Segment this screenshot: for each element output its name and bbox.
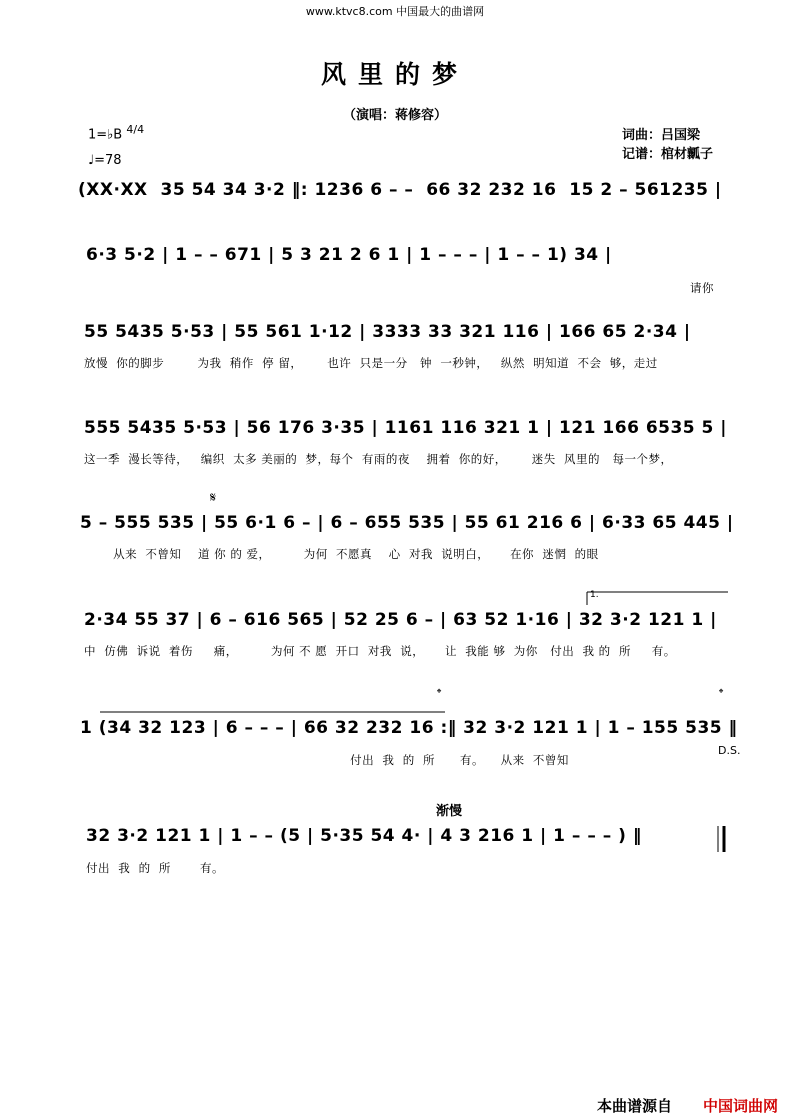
tempo-marking: ♩=78 xyxy=(88,153,122,168)
row-lyrics: 中 仿佛 诉说 着伤 痛， 为何 不 愿 开口 对我 说， 让 我能 够 为你 付出 我 的 所 有。 xyxy=(84,644,676,658)
footer-source: 本曲谱源自 xyxy=(596,1097,672,1115)
row-lyrics: 这一季 漫长等待， 编织 太多 美丽的 梦，每个 有雨的夜 拥着 你的好， 迷失 风里的 每一个梦， xyxy=(84,452,673,466)
lyricist-composer: 词曲：吕国梁 xyxy=(622,128,701,143)
time-signature: 4/4 xyxy=(126,123,145,136)
row-notes: (XX·XX 35 54 34 3·2 ‖: 1236 6 – – 66 32 232 16 15 2 – 561235 | xyxy=(78,180,722,200)
singer-line: （演唱：蒋修容） xyxy=(342,108,447,123)
coda-sign-right: 𝄌 xyxy=(719,686,724,700)
row-lyrics: 请你 xyxy=(690,281,714,295)
volta-one: 1. xyxy=(590,590,599,600)
row-lyrics: 付出 我 的 所 有。 从来 不曾知 xyxy=(80,753,569,767)
coda-sign-left: 𝄌 xyxy=(437,686,442,700)
row-notes: 6·3 5·2 | 1 – – 671 | 5 3 21 2 6 1 | 1 – – – | 1 – – 1) 34 | xyxy=(86,245,612,265)
ds-mark: D.S. xyxy=(718,744,741,757)
site-banner: www.ktvc8.com 中国最大的曲谱网 xyxy=(305,5,485,18)
row-notes: 5 – 555 535 | 55 6·1 6 – | 6 – 655 535 | 55 61 216 6 | 6·33 65 445 | xyxy=(80,513,734,533)
row-notes: 1 (34 32 123 | 6 – – – | 66 32 232 16 :‖ 32 3·2 121 1 | 1 – 155 535 ‖ xyxy=(80,718,738,738)
row-notes: 2·34 55 37 | 6 – 616 565 | 52 25 6 – | 63 52 1·16 | 32 3·2 121 1 | xyxy=(84,610,717,630)
segno-sign: 𝄋 xyxy=(210,490,217,506)
footer-site[interactable]: 中国词曲网 xyxy=(702,1097,778,1115)
ritardando-mark: 渐慢 xyxy=(436,804,463,819)
transcriber: 记谱：棺材瓤子 xyxy=(622,147,714,162)
row-lyrics: 从来 不曾知 道 你 的 爱， 为何 不愿真 心 对我 说明白， 在你 迷惘 的眼 xyxy=(84,547,599,561)
row-lyrics: 付出 我 的 所 有。 xyxy=(86,861,225,875)
row-notes: 555 5435 5·53 | 56 176 3·35 | 1161 116 321 1 | 121 166 6535 5 | xyxy=(84,418,728,438)
row-lyrics: 放慢 你的脚步 为我 稍作 停 留， 也许 只是一分 钟 一秒钟， 纵然 明知道 不会 够，走过 xyxy=(84,356,658,370)
row-notes: 32 3·2 121 1 | 1 – – (5 | 5·35 54 4· | 4 3 216 1 | 1 – – – ) ‖ xyxy=(86,826,642,846)
key-label: 1=♭B xyxy=(88,127,123,143)
row-notes: 55 5435 5·53 | 55 561 1·12 | 3333 33 321 116 | 166 65 2·34 | xyxy=(84,322,691,342)
song-title: 风里的梦 xyxy=(320,60,469,89)
